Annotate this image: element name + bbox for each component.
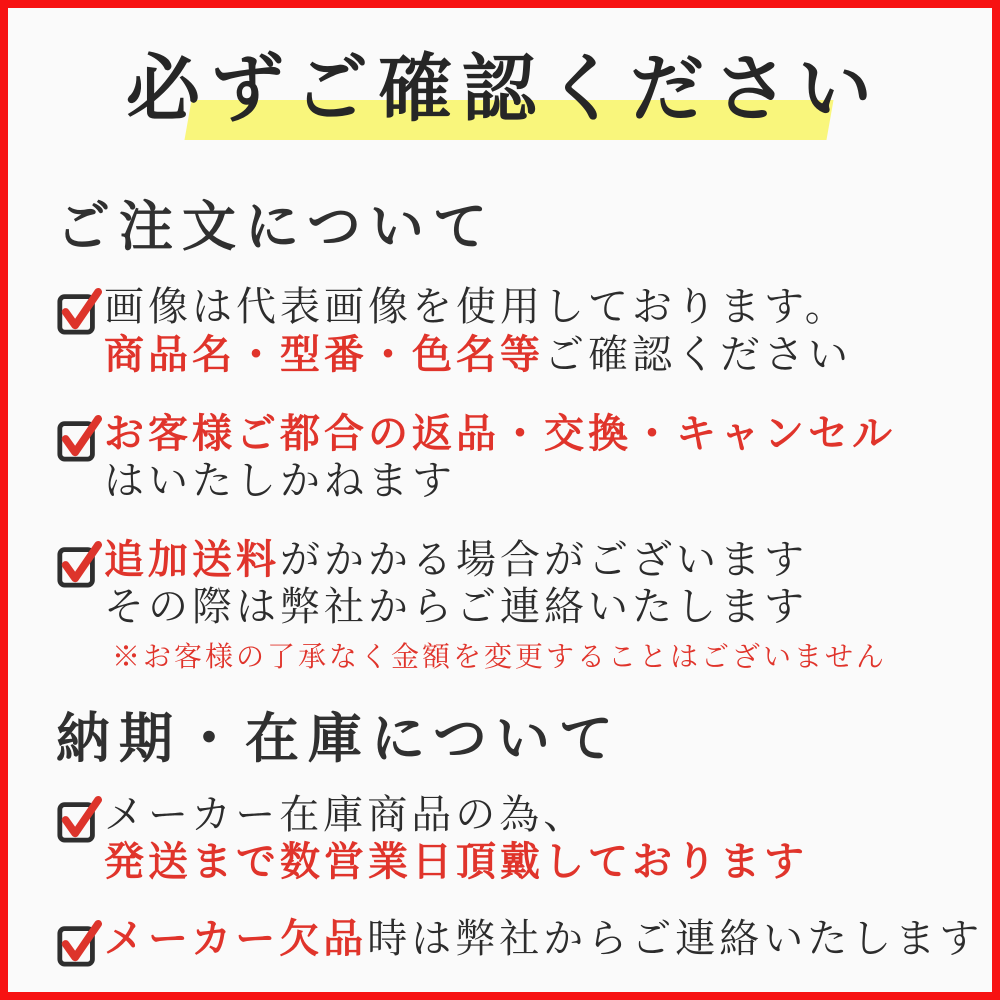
- item-note: ※お客様の了承なく金額を変更することはございません: [112, 641, 888, 673]
- item-text-segment-red: メーカー欠品: [104, 916, 368, 962]
- title-block: [56, 44, 952, 156]
- item-text-segment-red: 商品名・型番・色名等: [104, 331, 544, 377]
- item-text-segment: その際は弊社からご連絡いたします: [104, 584, 808, 630]
- checkbox-checked-icon: [56, 285, 102, 337]
- item-text-segment-red: 追加送料: [104, 537, 280, 583]
- list-item-text: [104, 791, 808, 885]
- item-text-segment: 画像は代表画像を使用しております。: [104, 284, 849, 330]
- item-text-segment: ご確認ください: [544, 331, 852, 377]
- item-text-segment: はいたしかねます: [104, 457, 456, 503]
- checkbox-checked-icon: [56, 538, 102, 590]
- list-item: [56, 915, 984, 969]
- item-text-segment: がかかる場合がございます: [280, 537, 808, 583]
- checkbox-checked-icon: [56, 412, 102, 464]
- list-item: [56, 410, 952, 504]
- list-item: [56, 283, 952, 377]
- notice-content: [8, 8, 992, 969]
- section-heading-stock: 納期・在庫について: [56, 708, 622, 769]
- item-text-segment: メーカー在庫商品の為、: [104, 791, 588, 837]
- item-text-segment-red: 発送まで数営業日頂戴しております: [104, 839, 808, 885]
- list-item-text: [104, 410, 896, 504]
- checkbox-checked-icon: [56, 793, 102, 845]
- list-item-text: [104, 283, 852, 377]
- item-text-segment-red: お客様ご都合の返品・交換・キャンセル: [104, 410, 896, 456]
- list-item: [56, 536, 952, 673]
- section-heading-order: ご注文について: [56, 197, 496, 257]
- list-item-text: [104, 536, 887, 673]
- item-text-segment: 時は弊社からご連絡いたします: [367, 916, 984, 962]
- page-title: 必ずご確認ください: [126, 49, 882, 131]
- checkbox-checked-icon: [56, 917, 102, 969]
- list-item-text: [104, 915, 983, 962]
- list-item: [56, 791, 952, 885]
